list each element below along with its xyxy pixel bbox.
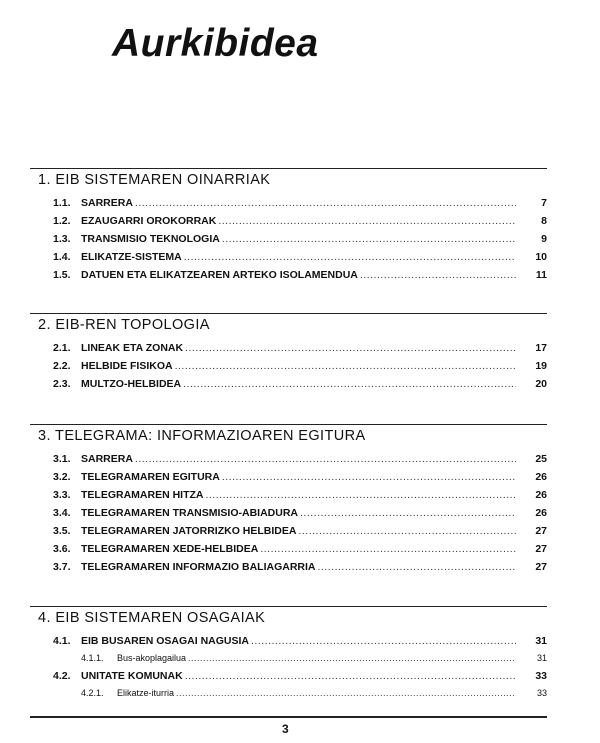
toc-entry[interactable] [30,667,547,685]
entry-page: 31 [536,653,547,663]
dot-leader [260,540,516,558]
entry-label: SARRERA [81,197,133,209]
entry-number: 1.3. [53,233,71,245]
entry-number: 1.2. [53,215,71,227]
entry-label: TRANSMISIO TEKNOLOGIA [81,233,220,245]
entry-label: ELIKATZE-SISTEMA [81,251,182,263]
section-divider [30,313,547,314]
dot-leader [251,632,516,650]
toc-entry[interactable] [30,357,547,375]
entry-label: TELEGRAMAREN XEDE-HELBIDEA [81,543,259,555]
entry-page: 27 [535,561,547,573]
entry-page: 8 [541,215,547,227]
page-number: 3 [282,722,289,736]
entry-label: TELEGRAMAREN TRANSMISIO-ABIADURA [81,507,298,519]
dot-leader [185,667,516,685]
entry-number: 1.1. [53,197,71,209]
entry-number: 3.1. [53,453,71,465]
entry-number: 3.5. [53,525,71,537]
entry-page: 10 [535,251,547,263]
entry-label: UNITATE KOMUNAK [81,670,183,682]
entry-label: TELEGRAMAREN HITZA [81,489,204,501]
toc-entry[interactable] [30,194,547,212]
entry-page: 19 [535,360,547,372]
entry-label: TELEGRAMAREN JATORRIZKO HELBIDEA [81,525,297,537]
section-divider [30,424,547,425]
entry-label: MULTZO-HELBIDEA [81,378,182,390]
toc-section-1 [30,168,547,284]
toc-section-4 [30,606,547,702]
toc-entry[interactable] [30,522,547,540]
dot-leader [318,558,517,576]
entry-label: EIB BUSAREN OSAGAI NAGUSIA [81,635,250,647]
toc-entry[interactable] [30,632,547,650]
section-heading: 2. EIB-REN TOPOLOGIA [38,317,210,333]
entry-label: EZAUGARRI OROKORRAK [81,215,217,227]
entry-page: 31 [535,635,547,647]
entry-label: SARRERA [81,453,133,465]
dot-leader [183,375,516,393]
entry-page: 11 [535,269,547,281]
entry-page: 27 [535,525,547,537]
section-divider [30,606,547,607]
toc-entry[interactable] [30,375,547,393]
entry-label: TELEGRAMAREN EGITURA [81,471,220,483]
entry-page: 33 [536,688,547,698]
dot-leader [298,522,516,540]
toc-section-2 [30,313,547,393]
dot-leader [188,650,516,667]
dot-leader [175,357,516,375]
toc-entry[interactable] [30,558,547,576]
dot-leader [135,194,516,212]
toc-entry[interactable] [30,450,547,468]
entry-number: 4.2.1. [81,688,104,698]
entry-label: HELBIDE FISIKOA [81,360,173,372]
entry-page: 27 [535,543,547,555]
dot-leader [218,212,516,230]
toc-section-3 [30,424,547,576]
entry-page: 25 [535,453,547,465]
entry-number: 2.1. [53,342,71,354]
section-divider [30,168,547,169]
toc-entry[interactable] [30,230,547,248]
entry-label: DATUEN ETA ELIKATZEAREN ARTEKO ISOLAMENDUA [81,269,358,281]
entry-page: 9 [541,233,547,245]
entry-number: 3.2. [53,471,71,483]
footer-divider [30,716,547,718]
entry-number: 4.1. [53,635,71,647]
dot-leader [206,486,517,504]
dot-leader [184,248,516,266]
page-title: Aurkibidea [112,22,319,65]
toc-subentry[interactable] [30,650,547,667]
entry-number: 1.4. [53,251,71,263]
dot-leader [360,266,516,284]
entry-number: 3.7. [53,561,71,573]
toc-entry[interactable] [30,468,547,486]
entry-number: 3.4. [53,507,71,519]
entry-page: 17 [535,342,547,354]
dot-leader [176,685,516,702]
toc-entry[interactable] [30,504,547,522]
entry-page: 26 [535,489,547,501]
entry-number: 4.2. [53,670,71,682]
entry-number: 2.3. [53,378,71,390]
entry-page: 26 [535,471,547,483]
dot-leader [222,230,516,248]
toc-entry[interactable] [30,486,547,504]
entry-page: 20 [535,378,547,390]
toc-subentry[interactable] [30,685,547,702]
entry-label: Elikatze-iturria [117,688,175,698]
dot-leader [222,468,516,486]
entry-page: 33 [535,670,547,682]
toc-entry[interactable] [30,540,547,558]
entry-number: 2.2. [53,360,71,372]
toc-entry[interactable] [30,266,547,284]
section-heading: 4. EIB SISTEMAREN OSAGAIAK [38,610,266,626]
dot-leader [185,339,516,357]
entry-label: TELEGRAMAREN INFORMAZIO BALIAGARRIA [81,561,316,573]
section-heading: 1. EIB SISTEMAREN OINARRIAK [38,172,271,188]
section-heading: 3. TELEGRAMA: INFORMAZIOAREN EGITURA [38,428,366,444]
dot-leader [300,504,516,522]
entry-page: 7 [541,197,547,209]
entry-number: 4.1.1. [81,653,104,663]
entry-number: 1.5. [53,269,71,281]
entry-label: Bus-akoplagailua [117,653,187,663]
entry-page: 26 [535,507,547,519]
toc-entry[interactable] [30,212,547,230]
dot-leader [135,450,516,468]
entry-label: LINEAK ETA ZONAK [81,342,184,354]
toc-entry[interactable] [30,248,547,266]
toc-entry[interactable] [30,339,547,357]
entry-number: 3.3. [53,489,71,501]
entry-number: 3.6. [53,543,71,555]
